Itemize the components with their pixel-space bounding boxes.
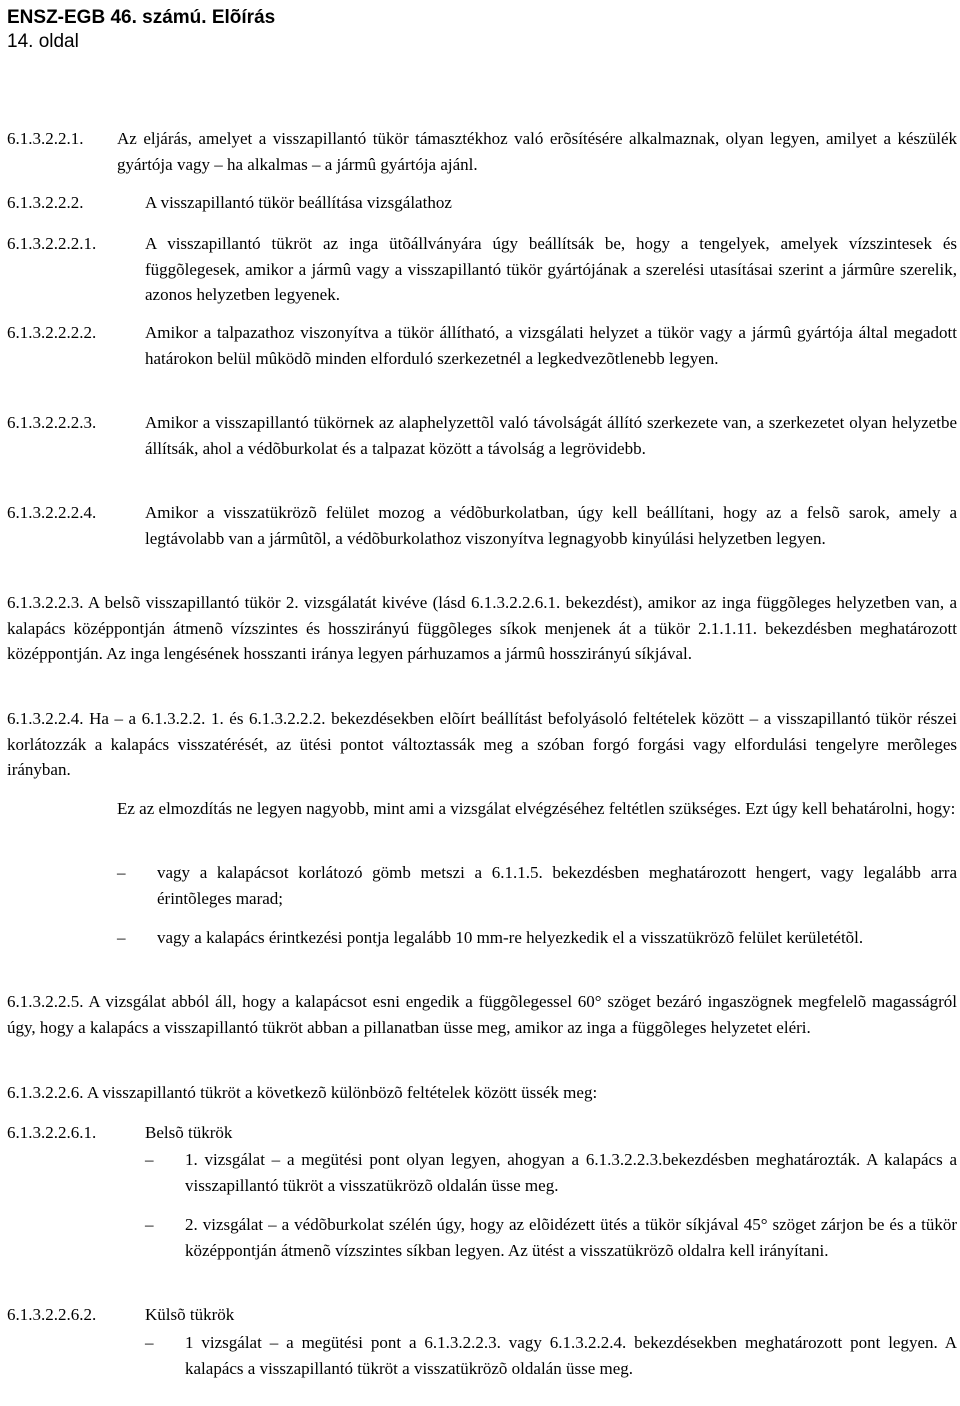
paragraph-number: 6.1.3.2.2.6.2. bbox=[7, 1305, 97, 1324]
list-item-text: 1 vizsgálat – a megütési pont a 6.1.3.2.2.3. vagy 6.1.3.2.2.4. bekezdésekben meghatározott pont legyen. A kalapács a visszapillantó tükröt a visszatükrözõ oldalán üsse meg. bbox=[185, 1333, 957, 1378]
paragraph-text: A visszapillantó tükör beállítása vizsgálathoz bbox=[145, 193, 452, 212]
list-item-text: vagy a kalapácsot korlátozó gömb metszi a 6.1.1.5. bekezdésben meghatározott hengert, vagy legalább arra érintõleges marad; bbox=[157, 863, 957, 908]
paragraph-number: 6.1.3.2.2.6.1. bbox=[7, 1123, 97, 1142]
paragraph-text: Az eljárás, amelyet a visszapillantó tükör támasztékhoz való erõsítésére alkalmaznak, olyan legyen, amilyet a készülék gyártója vagy – ha alkalmas – a jármû gyártója ajánl. bbox=[117, 129, 957, 174]
paragraph bbox=[7, 590, 957, 667]
list-item-text: vagy a kalapács érintkezési pontja legalább 10 mm-re helyezkedik el a visszatükrözõ felület kerületétõl. bbox=[157, 928, 864, 947]
dash-bullet: – bbox=[117, 863, 126, 882]
list-item-text: 2. vizsgálat – a védõburkolat szélén úgy, hogy az elõidézett ütés a tükör síkjával 45° szöget zárjon be és a tükör középpontján átmenõ vízszintes síkban legyen. Az ütést a visszatükrözõ oldalra kell irányítani. bbox=[185, 1215, 957, 1260]
paragraph-text: Amikor a visszapillantó tükörnek az alaphelyzettõl való távolságát állító szerkezete van, a szerkezetet olyan helyzetbe állítsák, ahol a védõburkolat és a talpazat között a távolság a legrövidebb. bbox=[145, 413, 957, 458]
paragraph-number: 6.1.3.2.2.2. bbox=[7, 193, 84, 212]
paragraph-number: 6.1.3.2.2.4. bbox=[7, 709, 84, 728]
paragraph-text: A visszapillantó tükröt a következõ különbözõ feltételek között üssék meg: bbox=[86, 1083, 598, 1102]
paragraph-number: 6.1.3.2.2.2.2. bbox=[7, 323, 97, 342]
dash-bullet: – bbox=[145, 1215, 154, 1234]
paragraph bbox=[7, 1080, 957, 1106]
document-title: ENSZ-EGB 46. számú. Elõírás bbox=[7, 7, 276, 28]
list-item-text: 1. vizsgálat – a megütési pont olyan legyen, ahogyan a 6.1.3.2.2.3.bekezdésben meghatározták. A kalapács a visszapillantó tükröt a visszatükrözõ oldalán üsse meg. bbox=[185, 1150, 957, 1195]
dash-bullet: – bbox=[145, 1333, 154, 1352]
paragraph-number: 6.1.3.2.2.3. bbox=[7, 593, 84, 612]
paragraph-number: 6.1.3.2.2.2.3. bbox=[7, 413, 97, 432]
paragraph-text: Ez az elmozdítás ne legyen nagyobb, mint ami a vizsgálat elvégzéséhez feltétlen szükséges. Ezt úgy kell behatárolni, hogy: bbox=[117, 799, 956, 818]
paragraph-text: A belsõ visszapillantó tükör 2. vizsgálatát kivéve (lásd 6.1.3.2.2.6.1. bekezdést), amikor az inga függõleges helyzetben van, a kalapács középpontján átmenõ vízszintes és hosszirányú függõleges síkok menjenek át a tükör 2.1.1.11. bekezdésben meghatározott középpontján. Az inga lengésének hosszanti iránya legyen párhuzamos a jármû hosszirányú síkjával. bbox=[7, 593, 957, 663]
dash-bullet: – bbox=[117, 928, 126, 947]
paragraph-number: 6.1.3.2.2.2.4. bbox=[7, 503, 97, 522]
paragraph-number: 6.1.3.2.2.1. bbox=[7, 129, 84, 148]
paragraph bbox=[7, 989, 957, 1040]
paragraph-text: Ha – a 6.1.3.2.2. 1. és 6.1.3.2.2.2. bekezdésekben elõírt beállítást befolyásoló feltételek között – a visszapillantó tükör részei korlátozzák a kalapács visszatérését, az ütési pontot változtassák meg a szóban forgó forgási vagy elfordulási tengelyre merõleges irányban. bbox=[7, 709, 957, 779]
paragraph-number: 6.1.3.2.2.2.1. bbox=[7, 234, 97, 253]
paragraph-text: A visszapillantó tükröt az inga ütõállványára úgy beállítsák be, hogy a tengelyek, amelyek vízszintesek és függõlegesek, amikor a jármû vagy a visszapillantó tükör gyártójának a szerelési utasításai szerint a jármûre szerelik, azonos helyzetben legyenek. bbox=[145, 234, 957, 304]
paragraph-text: Belsõ tükrök bbox=[145, 1123, 233, 1142]
paragraph bbox=[7, 706, 957, 783]
page-number: 14. oldal bbox=[7, 31, 79, 52]
paragraph-text: A vizsgálat abból áll, hogy a kalapácsot esni engedik a függõlegessel 60° szöget bezáró ingaszögnek megfelelõ magasságról úgy, hogy a kalapács a visszapillantó tükröt abban a pillanatban üsse meg, amikor az inga a függõleges helyzetet eléri. bbox=[7, 992, 957, 1037]
paragraph-number: 6.1.3.2.2.6. bbox=[7, 1083, 84, 1102]
paragraph-text: Amikor a visszatükrözõ felület mozog a védõburkolatban, úgy kell beállítani, hogy az a felsõ sarok, amely a legtávolabb van a jármûtõl, a védõburkolathoz viszonyítva legnagyobb kinyúlási helyzetben legyen. bbox=[145, 503, 957, 548]
dash-bullet: – bbox=[145, 1150, 154, 1169]
paragraph bbox=[117, 796, 957, 822]
paragraph-number: 6.1.3.2.2.5. bbox=[7, 992, 84, 1011]
paragraph-text: Amikor a talpazathoz viszonyítva a tükör állítható, a vizsgálati helyzet a tükör vagy a jármû gyártója által megadott határokon belül mûködõ minden elforduló szerkezetnél a legkedvezõtlenebb legyen. bbox=[145, 323, 957, 368]
paragraph-text: Külsõ tükrök bbox=[145, 1305, 235, 1324]
